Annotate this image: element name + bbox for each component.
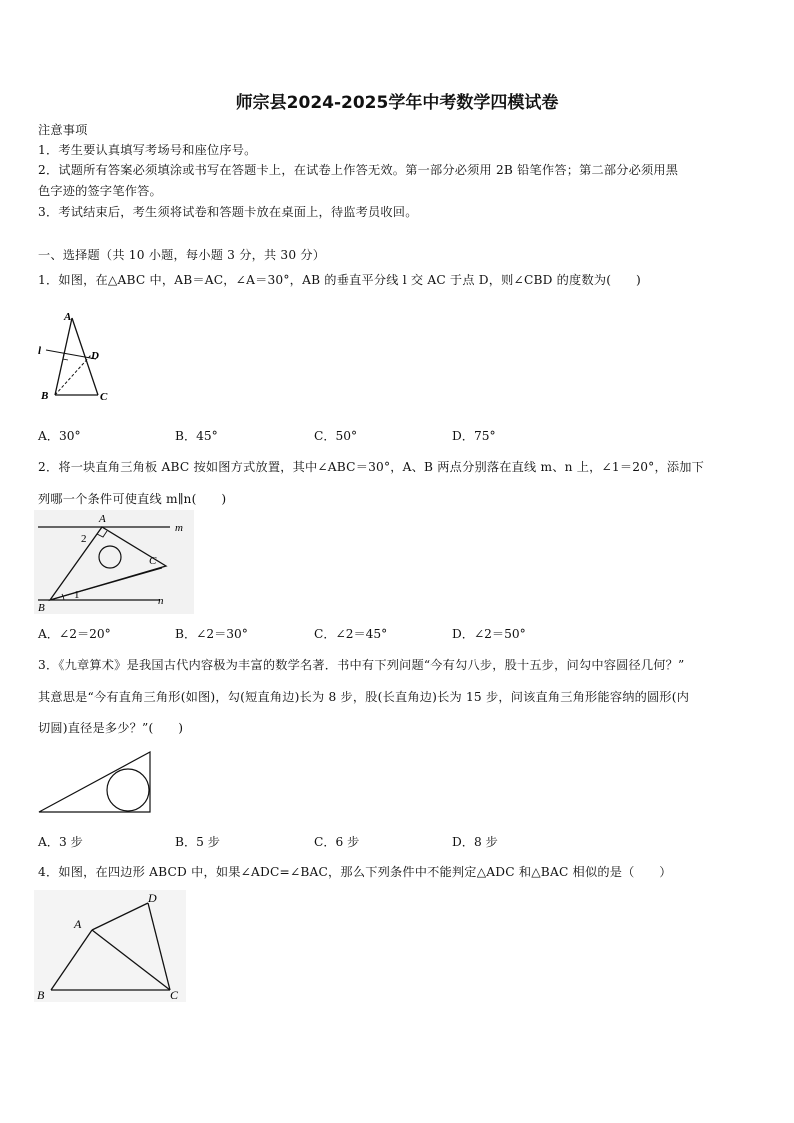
notice-item: 3．考试结束后，考生须将试卷和答题卡放在桌面上，待监考员收回。 <box>38 205 418 219</box>
q2-option-d[interactable]: D．∠2＝50° <box>452 627 526 641</box>
question-3-stem-line3: 切圆)直径是多少？”( ) <box>38 721 184 735</box>
q1-option-b[interactable]: B．45° <box>175 429 218 443</box>
q4-label-b: B <box>37 988 45 1002</box>
q4-label-c: C <box>170 988 179 1002</box>
q4-label-d: D <box>148 891 157 905</box>
q1-label-b: B <box>41 390 49 402</box>
q2-label-m: m <box>175 522 183 534</box>
notice-heading: 注意事项 <box>38 123 88 137</box>
question-3-figure <box>36 750 154 816</box>
q2-label-1: 1 <box>74 589 80 601</box>
question-2-stem-line2: 列哪一个条件可使直线 m∥n( ) <box>38 492 227 506</box>
q1-option-c[interactable]: C．50° <box>314 429 358 443</box>
q2-label-c: C <box>149 555 157 567</box>
q2-option-c[interactable]: C．∠2＝45° <box>314 627 388 641</box>
q1-option-a[interactable]: A．30° <box>38 429 81 443</box>
question-4-figure <box>34 890 186 1002</box>
q1-label-c: C <box>100 391 108 403</box>
question-2-stem-line1: 2．将一块直角三角板 ABC 按如图方式放置，其中∠ABC＝30°，A、B 两点分别落在直线 m、n 上，∠1＝20°，添加下 <box>38 460 705 474</box>
q1-label-l: l <box>38 345 42 357</box>
question-3-stem-line2: 其意思是“今有直角三角形(如图)，勾(短直角边)长为 8 步，股(长直角边)长为 15 步，问该直角三角形能容纳的圆形(内 <box>38 690 690 704</box>
question-1-figure <box>34 306 118 406</box>
q3-option-c[interactable]: C．6 步 <box>314 835 360 849</box>
notice-item: 2．试题所有答案必须填涂或书写在答题卡上，在试卷上作答无效。第一部分必须用 2B 铅笔作答；第二部分必须用黑 <box>38 163 679 177</box>
q1-label-a: A <box>64 311 72 323</box>
question-3-stem-line1: 3．《九章算术》是我国古代内容极为丰富的数学名著．书中有下列问题“今有勾八步，股十五步，问勾中容圆径几何？” <box>38 658 685 672</box>
q3-option-d[interactable]: D．8 步 <box>452 835 498 849</box>
question-4-stem: 4．如图，在四边形 ABCD 中，如果∠ADC=∠BAC，那么下列条件中不能判定△ADC 和△BAC 相似的是（ ） <box>38 865 672 879</box>
q1-label-d: D <box>91 350 99 362</box>
q3-option-b[interactable]: B．5 步 <box>175 835 220 849</box>
q2-label-2: 2 <box>81 533 87 545</box>
notice-item: 色字迹的签字笔作答。 <box>38 184 162 198</box>
q2-option-a[interactable]: A．∠2＝20° <box>38 627 111 641</box>
notice-item: 1．考生要认真填写考场号和座位序号。 <box>38 143 257 157</box>
q2-label-n: n <box>158 595 164 607</box>
q3-option-a[interactable]: A．3 步 <box>38 835 83 849</box>
q2-label-b: B <box>38 602 45 614</box>
question-1-stem: 1．如图，在△ABC 中，AB＝AC，∠A＝30°，AB 的垂直平分线 l 交 AC 于点 D，则∠CBD 的度数为( ) <box>38 273 641 287</box>
exam-title: 师宗县2024-2025学年中考数学四模试卷 <box>235 93 559 113</box>
q1-option-d[interactable]: D．75° <box>452 429 496 443</box>
q2-option-b[interactable]: B．∠2＝30° <box>175 627 248 641</box>
section-heading: 一、选择题（共 10 小题，每小题 3 分，共 30 分） <box>38 248 326 262</box>
q2-label-a: A <box>99 513 106 525</box>
q4-label-a: A <box>74 917 82 931</box>
question-2-figure <box>34 510 194 614</box>
